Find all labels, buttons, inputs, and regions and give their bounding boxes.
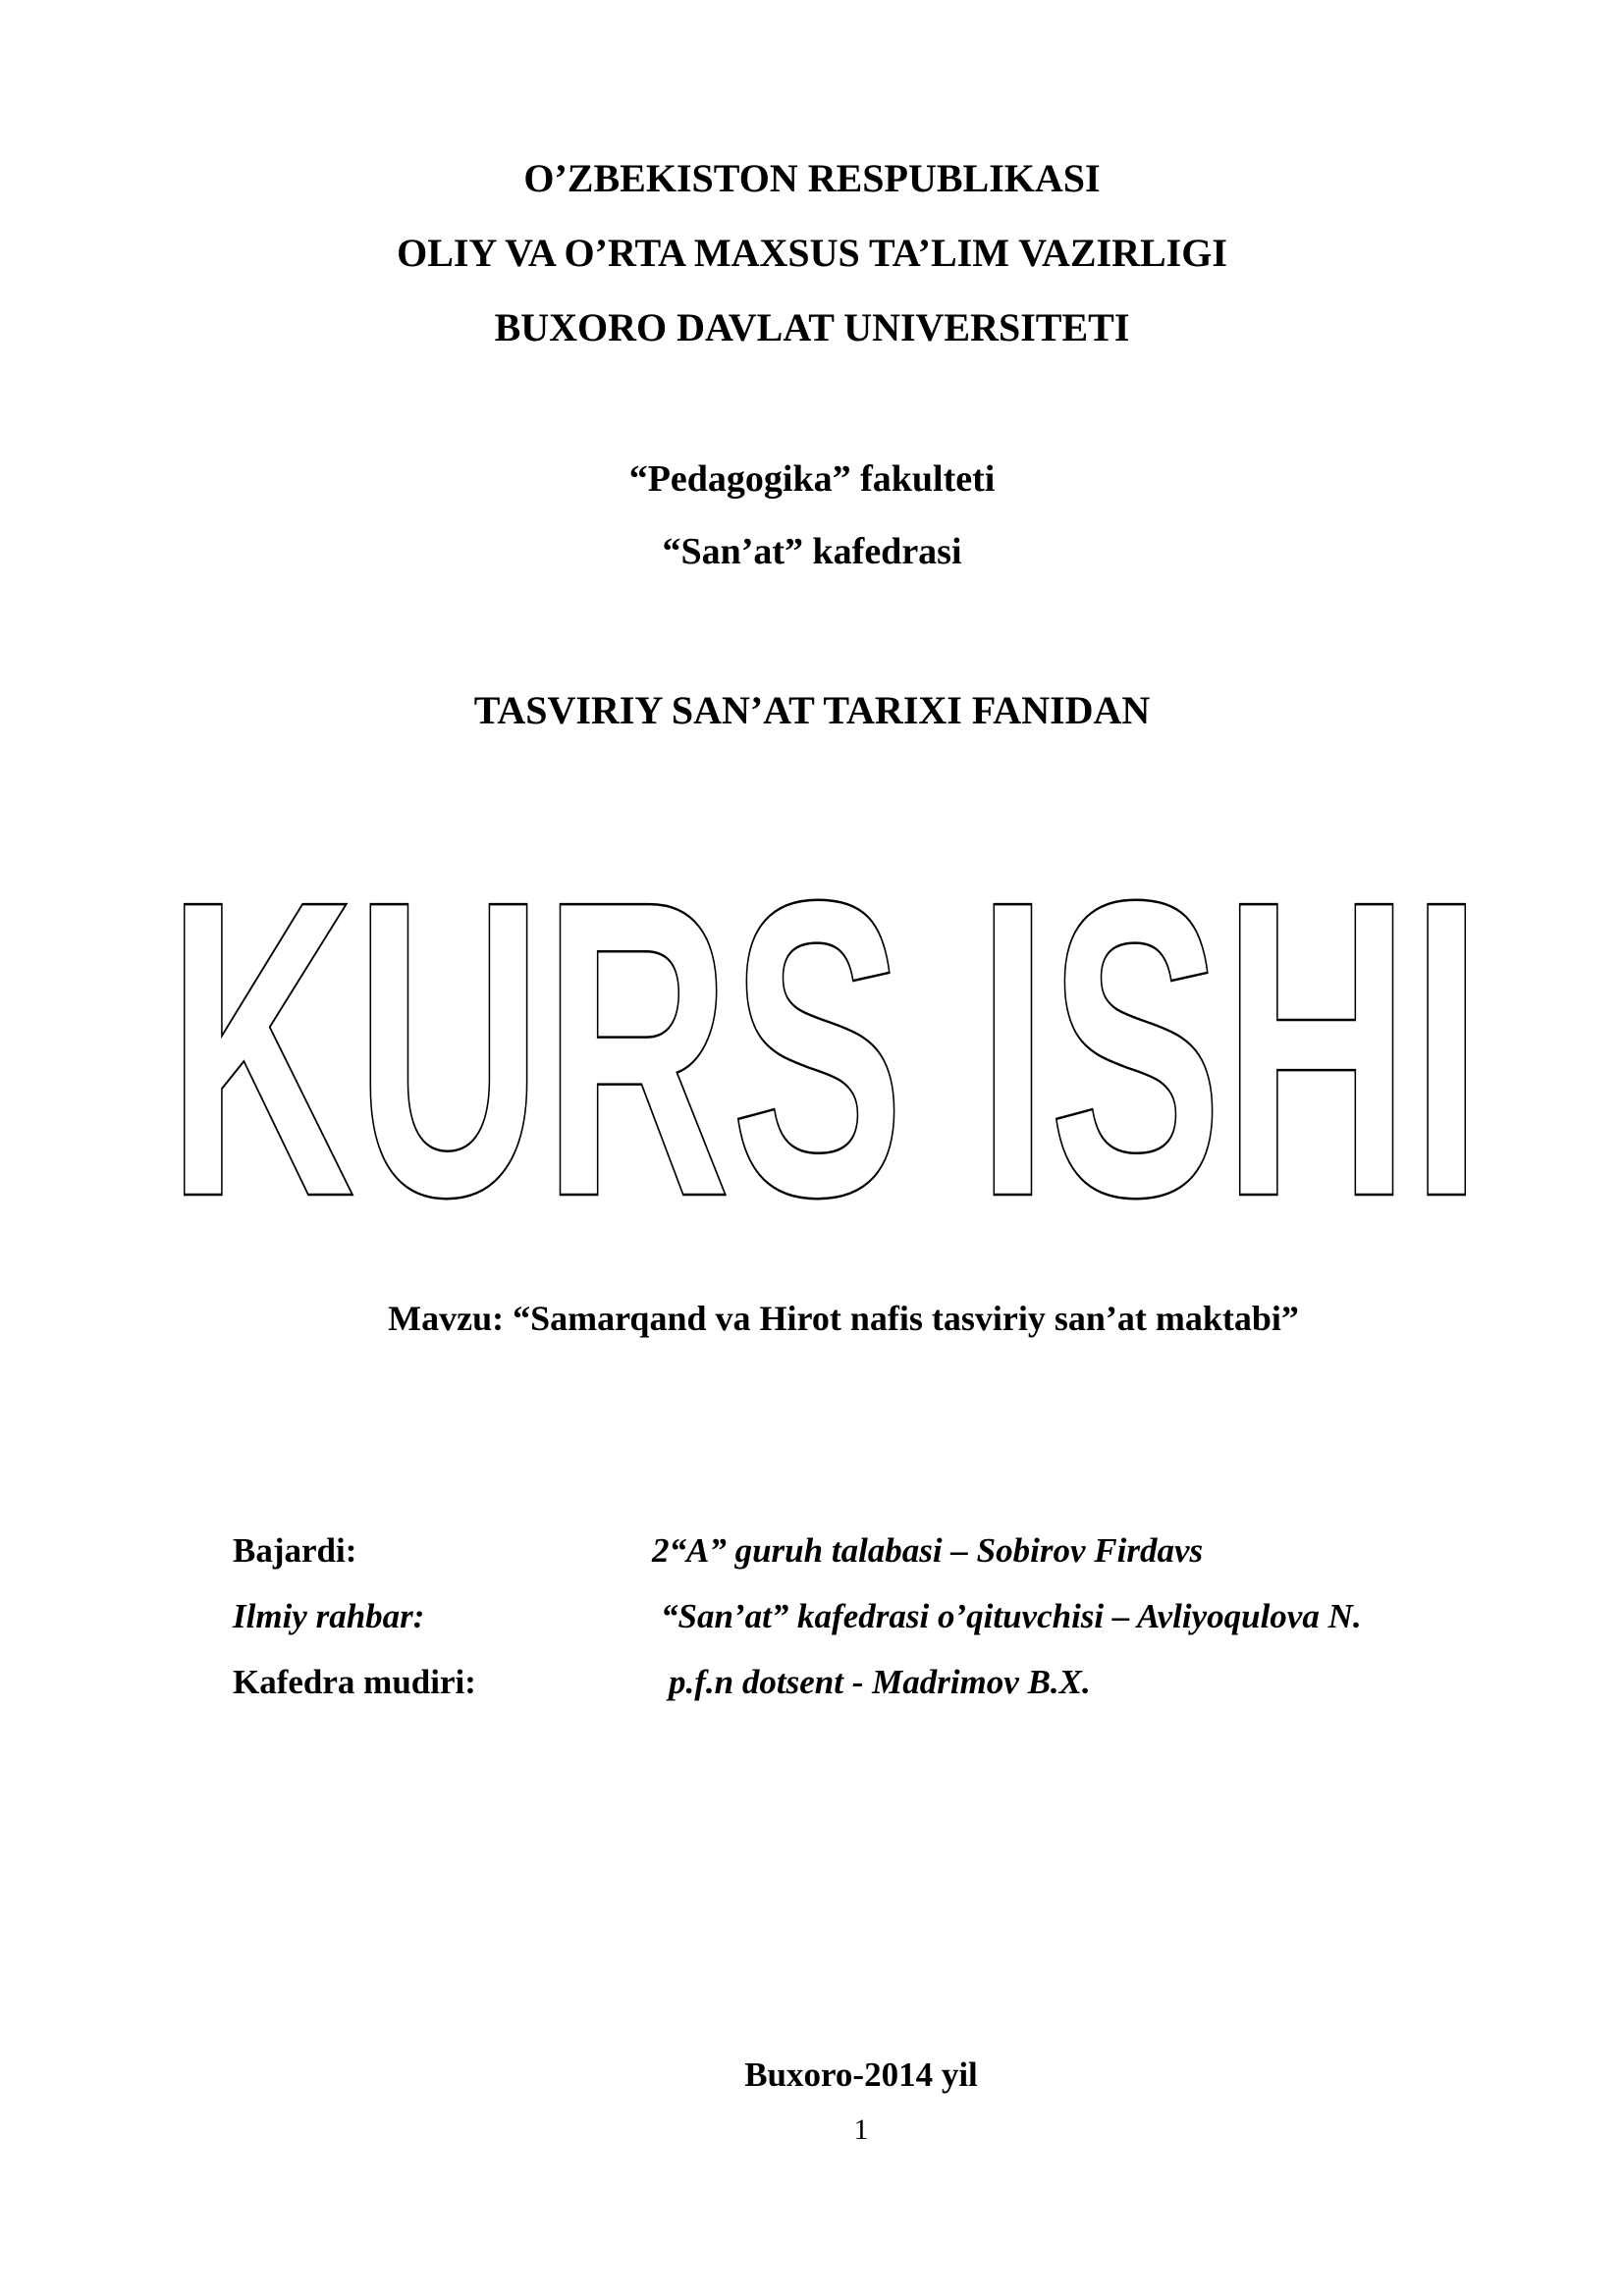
info-row-author — [0, 1531, 1624, 1580]
head-value: p.f.n dotsent - Madrimov B.X. — [669, 1663, 1091, 1701]
university-heading: BUXORO DAVLAT UNIVERSITETI — [494, 305, 1130, 349]
place-year: Buxoro-2014 yil — [744, 2056, 978, 2094]
supervisor-value: “San’at” kafedrasi o’qituvchisi – Avliyoqulova N. — [661, 1597, 1362, 1635]
info-row-head — [0, 1663, 1624, 1712]
subject-heading: TASVIRIY SAN’AT TARIXI FANIDAN — [473, 688, 1151, 732]
author-label: Bajardi: — [233, 1531, 357, 1570]
info-row-supervisor — [0, 1597, 1624, 1646]
chair-name: “San’at” kafedrasi — [662, 531, 962, 572]
head-label: Kafedra mudiri: — [233, 1663, 476, 1701]
ministry-heading: OLIY VA O’RTA MAXSUS TA’LIM VAZIRLIGI — [397, 231, 1227, 275]
supervisor-label: Ilmiy rahbar: — [233, 1597, 425, 1635]
page-number: 1 — [853, 2113, 869, 2146]
course-work-title-text: KURS ISHI — [167, 846, 1483, 1239]
topic-line: Mavzu: “Samarqand va Hirot nafis tasviriy san’at maktabi” — [388, 1299, 1299, 1338]
faculty-name: “Pedagogika” fakulteti — [628, 458, 996, 500]
course-work-title — [157, 846, 1492, 1239]
country-heading: O’ZBEKISTON RESPUBLIKASI — [523, 156, 1101, 200]
author-value: 2“A” guruh talabasi – Sobirov Firdavs — [652, 1531, 1204, 1570]
